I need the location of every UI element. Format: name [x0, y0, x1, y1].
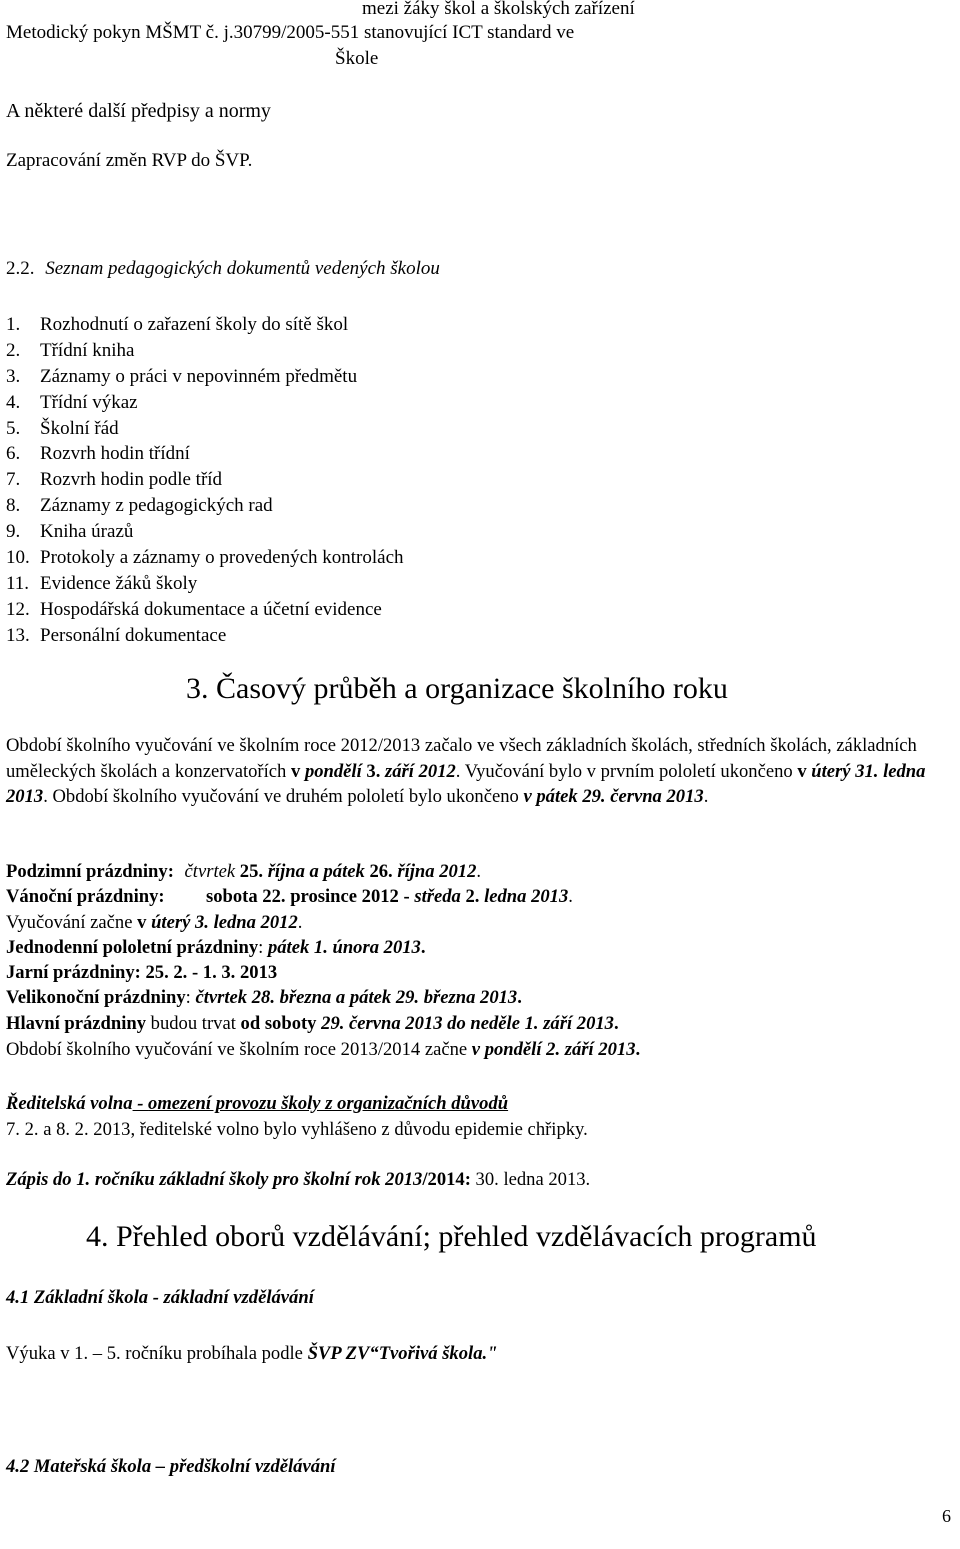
section-4-heading: 4. Přehled oborů vzdělávání; přehled vzdělávacích programů: [86, 1220, 817, 1253]
section-2-2-heading: [6, 258, 440, 280]
list-item: [6, 623, 404, 649]
section-3-heading: 3. Časový průběh a organizace školního roku: [186, 672, 728, 705]
enrollment-line: Zápis do 1. ročníku základní školy pro školní rok 2013/2014: 30. ledna 2013.: [6, 1169, 591, 1190]
christmas-holidays: Vánoční prázdniny: sobota 22. prosince 2012 - středa 2. ledna 2013.: [6, 886, 573, 907]
pedagogical-documents-list: [6, 312, 404, 649]
summer-holidays: Hlavní prázdniny budou trvat od soboty 29. června 2013 do neděle 1. září 2013.: [6, 1013, 619, 1034]
list-item-number: 10.: [6, 547, 30, 569]
school-year-paragraph: Období školního vyučování ve školním roce 2012/2013 začalo ve všech základních školách, středních školách, základních uměleckých školách a konzervatořích v pondělí 3. září 2012. Vyučování bylo v prvním pololetí ukončeno v úterý 31. ledna 2013. Období školního vyučování ve druhém pololetí bylo ukončeno v pátek 29. června 2013.: [6, 735, 926, 807]
section-4-1-text: Výuka v 1. – 5. ročníku probíhala podle ŠVP ZV“Tvořivá škola.": [6, 1343, 498, 1364]
list-item: [6, 390, 404, 416]
list-item-text: Kniha úrazů: [40, 521, 134, 543]
section-2-2-number: 2.2.: [6, 258, 35, 279]
list-item-text: Personální dokumentace: [40, 624, 227, 646]
list-item-text: Rozhodnutí o zařazení školy do sítě škol: [40, 314, 349, 335]
list-item-number: 8.: [6, 495, 21, 517]
list-item-text: Protokoly a záznamy o provedených kontrolách: [40, 547, 404, 569]
half-year-holiday: Jednodenní pololetní prázdniny: pátek 1. února 2013.: [6, 937, 426, 958]
school-resume: Vyučování začne v úterý 3. ledna 2012.: [6, 912, 303, 933]
list-item-number: 3.: [6, 365, 21, 387]
list-item: [6, 545, 404, 571]
list-item: [6, 416, 404, 442]
list-item-text: Evidence žáků školy: [40, 572, 198, 594]
list-item-number: 9.: [6, 521, 21, 543]
section-2-2-title: Seznam pedagogických dokumentů vedených školou: [45, 258, 440, 279]
list-item: [6, 338, 404, 364]
list-item-number: 5.: [6, 417, 21, 439]
list-item: [6, 571, 404, 597]
list-item-number: 6.: [6, 443, 21, 465]
list-item-number: 7.: [6, 469, 21, 491]
list-item: [6, 312, 404, 338]
list-item-text: Rozvrh hodin třídní: [40, 443, 190, 465]
header-line-2: Metodický pokyn MŠMT č. j.30799/2005-551 stanovující ICT standard ve: [6, 22, 575, 43]
list-item: [6, 467, 404, 493]
header-line-3: Škole: [335, 48, 379, 69]
list-item-text: Záznamy o práci v nepovinném předmětu: [40, 365, 358, 387]
list-item-number: 11.: [6, 572, 30, 594]
list-item-number: 12.: [6, 598, 30, 620]
list-item-number: 2.: [6, 339, 21, 361]
list-item-text: Záznamy z pedagogických rad: [40, 495, 273, 517]
list-item: [6, 597, 404, 623]
list-item-number: 4.: [6, 391, 21, 413]
list-item: [6, 441, 404, 467]
rvp-note: Zapracování změn RVP do ŠVP.: [6, 150, 253, 171]
director-holidays-text: 7. 2. a 8. 2. 2013, ředitelské volno bylo vyhlášeno z důvodu epidemie chřipky.: [6, 1119, 588, 1140]
director-holidays-heading: Ředitelská volna - omezení provozu školy z organizačních důvodů: [6, 1093, 509, 1114]
list-item-text: Hospodářská dokumentace a účetní evidence: [40, 598, 382, 620]
section-4-2-heading: 4.2 Mateřská škola – předškolní vzdělávání: [6, 1456, 336, 1477]
list-item-text: Rozvrh hodin podle tříd: [40, 469, 223, 491]
list-item-text: Školní řád: [40, 417, 119, 439]
page-number: 6: [942, 1506, 951, 1526]
next-school-year: Období školního vyučování ve školním roce 2013/2014 začne v pondělí 2. září 2013.: [6, 1039, 641, 1060]
easter-holidays: Velikonoční prázdniny: čtvrtek 28. března a pátek 29. března 2013.: [6, 987, 522, 1008]
list-item: [6, 519, 404, 545]
list-item: [6, 364, 404, 390]
list-item-number: 1.: [6, 314, 21, 335]
autumn-holidays: Podzimní prázdniny: čtvrtek 25. října a pátek 26. října 2012.: [6, 861, 482, 882]
list-item: [6, 493, 404, 519]
header-line-1: mezi žáky škol a školských zařízení: [362, 0, 635, 19]
section-4-1-heading: 4.1 Základní škola - základní vzdělávání: [6, 1287, 314, 1308]
list-item-text: Třídní kniha: [40, 339, 135, 361]
list-item-number: 13.: [6, 624, 30, 646]
spring-holidays: Jarní prázdniny: 25. 2. - 1. 3. 2013: [6, 962, 278, 983]
list-item-text: Třídní výkaz: [40, 391, 138, 413]
other-norms: A některé další předpisy a normy: [6, 100, 271, 122]
